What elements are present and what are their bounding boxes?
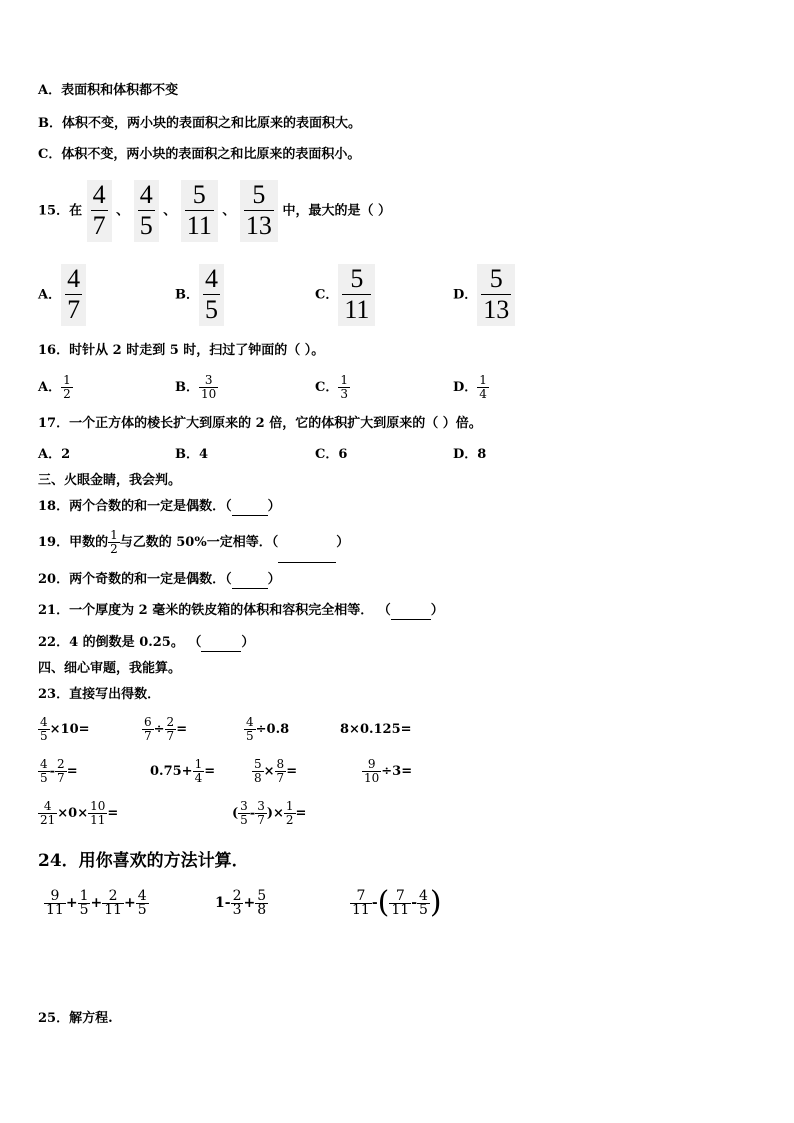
q23-expr-10: ( $\frac{3}{5}$ - $\frac{3}{7}$ )× $\frac{1}{2}$ = [232,799,307,827]
q15-option-b: B． $\frac{4}{5}$ [175,264,224,327]
q24-expr-1: $\frac{9}{11}$ + $\frac{1}{5}$ + $\frac{2}{11}$ + $\frac{4}{5}$ [46,887,147,918]
q17-question: 17．一个正方体的棱长扩大到原来的 2 倍，它的体积扩大到原来的（ ）倍。 [38,416,482,431]
q16-option-c: C． $\frac{1}{3}$ [315,373,348,401]
answer-blank[interactable] [232,499,268,516]
q15-fraction-1: $\frac{4}{7}$ [92,180,106,240]
q18-question: 18．两个合数的和一定是偶数．（ ） [38,499,281,514]
q24-expr-2: 1- $\frac{2}{3}$ + $\frac{5}{8}$ [215,887,267,918]
q15-question [38,180,391,243]
separator: 、 [116,203,130,219]
q25-title: 25．解方程. [38,1011,113,1026]
q23-expr-4: 8×0.125= [340,722,412,737]
q23-expr-7: $\frac{5}{8}$ × $\frac{8}{7}$ = [254,757,298,785]
q17-option-c: C．6 [315,447,348,462]
q14-option-c: C．体积不变，两小块的表面积之和比原来的表面积小。 [38,147,361,162]
q17-option-b: B．4 [175,447,209,462]
q15-option-c: C． $\frac{5}{11}$ [315,264,375,327]
answer-blank[interactable] [278,524,336,563]
q15-fraction-3: $\frac{5}{11}$ [186,180,212,240]
q15-option-d: D． $\frac{5}{13}$ [453,264,515,327]
q16-option-b: B． $\frac{3}{10}$ [175,373,217,401]
q19-question: 19．甲数的 $\frac{1}{2}$ 与乙数的 50%一定相等．（ ） [38,524,349,563]
q23-expr-5: $\frac{4}{5}$ - $\frac{2}{7}$ = [40,757,78,785]
q22-question: 22．4 的倒数是 0.25。 （ ） [38,635,255,650]
q14-option-b: B．体积不变，两小块的表面积之和比原来的表面积大。 [38,116,361,131]
q24-expr-3: $\frac{7}{11}$ -( $\frac{7}{11}$ - $\frac{4}{5}$ ) [352,885,442,920]
answer-blank[interactable] [391,603,431,620]
q24-title: 24．用你喜欢的方法计算． [38,851,249,871]
separator: 、 [222,203,236,219]
q23-expr-8: $\frac{9}{10}$ ÷3= [364,757,413,785]
q23-expr-6: 0.75+ $\frac{1}{4}$ = [150,757,216,785]
q16-option-a: A． $\frac{1}{2}$ [38,373,71,401]
q16-option-d: D． $\frac{1}{4}$ [453,373,487,401]
q23-expr-2: $\frac{6}{7}$ ÷ $\frac{2}{7}$ = [144,715,188,743]
section-3-heading: 三、火眼金睛，我会判。 [38,473,182,488]
q23-expr-9: $\frac{4}{21}$ ×0× $\frac{10}{11}$ = [40,799,119,827]
answer-blank[interactable] [232,572,268,589]
section-4-heading: 四、细心审题，我能算。 [38,661,182,676]
q15-suffix: 中，最大的是（ ） [282,203,391,219]
q23-expr-3: $\frac{4}{5}$ ÷0.8 [246,715,290,743]
q14-option-a: A．表面积和体积都不变 [38,83,179,98]
q17-option-d: D．8 [453,447,487,462]
q15-prefix: 15．在 [38,203,83,219]
q15-fraction-4: $\frac{5}{13}$ [245,180,272,240]
q15-option-a: A． $\frac{4}{7}$ [38,264,86,327]
q17-option-a: A．2 [38,447,71,462]
q16-question: 16．时针从 2 时走到 5 时，扫过了钟面的（ ）。 [38,343,325,358]
q23-expr-1: $\frac{4}{5}$ ×10= [40,715,90,743]
q21-question: 21．一个厚度为 2 毫米的铁皮箱的体积和容积完全相等． （ ） [38,603,444,618]
separator: 、 [163,203,177,219]
q15-fraction-2: $\frac{4}{5}$ [139,180,153,240]
q23-title: 23．直接写出得数． [38,687,161,702]
answer-blank[interactable] [201,635,241,652]
q20-question: 20．两个奇数的和一定是偶数．（ ） [38,572,281,587]
